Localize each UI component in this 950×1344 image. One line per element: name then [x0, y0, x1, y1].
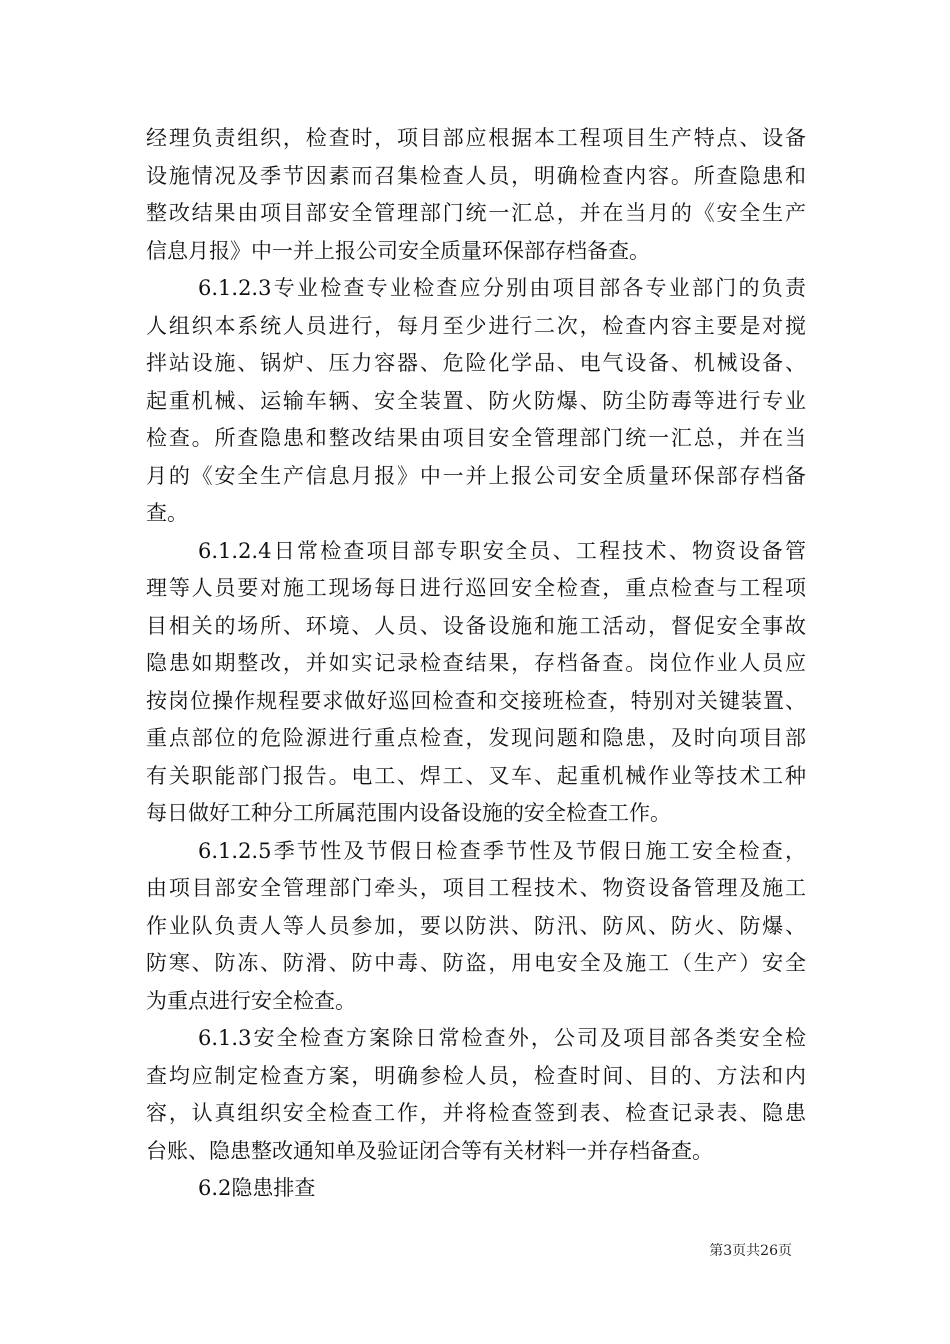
text-line: 有关职能部门报告。电工、焊工、叉车、起重机械作业等技术工种 — [146, 763, 806, 788]
paragraph — [146, 533, 806, 833]
text-line: 设施情况及季节因素而召集检查人员，明确检查内容。所查隐患和 — [146, 163, 806, 188]
text-line: 为重点进行安全检查。 — [146, 988, 356, 1013]
section-heading — [146, 1170, 806, 1208]
paragraph — [146, 120, 806, 270]
document-body — [146, 120, 806, 1208]
text-line: 容，认真组织安全检查工作，并将检查签到表、检查记录表、隐患 — [146, 1101, 806, 1125]
text-line: 每日做好工种分工所属范围内设备设施的安全检查工作。 — [146, 801, 671, 825]
paragraph — [146, 833, 806, 1021]
text-line: 检查。所查隐患和整改结果由项目安全管理部门统一汇总，并在当 — [146, 426, 806, 450]
text-line: 按岗位操作规程要求做好巡回检查和交接班检查，特别对关键装置、 — [146, 688, 806, 713]
text-line: 重点部位的危险源进行重点检查，发现问题和隐患，及时向项目部 — [146, 726, 806, 750]
text-line: 6.1.2.3专业检查专业检查应分别由项目部各专业部门的负责 — [198, 276, 806, 300]
text-line: 查均应制定检查方案，明确参检人员，检查时间、目的、方法和内 — [146, 1063, 806, 1088]
paragraph — [146, 1020, 806, 1170]
text-line: 6.1.3安全检查方案除日常检查外，公司及项目部各类安全检 — [198, 1026, 806, 1050]
text-line: 由项目部安全管理部门牵头，项目工程技术、物资设备管理及施工 — [146, 876, 806, 900]
text-line: 6.1.2.5季节性及节假日检查季节性及节假日施工安全检查， — [198, 838, 806, 863]
text-line: 防寒、防冻、防滑、防中毒、防盗，用电安全及施工（生产）安全 — [146, 951, 806, 975]
text-line: 台账、隐患整改通知单及验证闭合等有关材料一并存档备查。 — [146, 1138, 713, 1163]
text-line: 隐患如期整改，并如实记录检查结果，存档备查。岗位作业人员应 — [146, 651, 806, 675]
text-line: 6.1.2.4日常检查项目部专职安全员、工程技术、物资设备管 — [198, 538, 806, 563]
text-line: 信息月报》中一并上报公司安全质量环保部存档备查。 — [146, 238, 650, 263]
text-line: 起重机械、运输车辆、安全装置、防火防爆、防尘防毒等进行专业 — [146, 388, 806, 413]
text-line: 目相关的场所、环境、人员、设备设施和施工活动，督促安全事故 — [146, 613, 806, 638]
paragraph — [146, 270, 806, 533]
text-line: 作业队负责人等人员参加，要以防洪、防汛、防风、防火、防爆、 — [146, 913, 806, 938]
text-line: 整改结果由项目部安全管理部门统一汇总，并在当月的《安全生产 — [146, 201, 806, 225]
text-line: 经理负责组织，检查时，项目部应根据本工程项目生产特点、设备 — [146, 126, 806, 150]
text-line: 拌站设施、锅炉、压力容器、危险化学品、电气设备、机械设备、 — [146, 351, 806, 375]
text-line: 查。 — [146, 501, 188, 525]
text-line: 人组织本系统人员进行，每月至少进行二次，检查内容主要是对搅 — [146, 313, 806, 338]
text-line: 月的《安全生产信息月报》中一并上报公司安全质量环保部存档备 — [146, 463, 806, 488]
heading-line: 6.2隐患排查 — [198, 1176, 316, 1200]
text-line: 理等人员要对施工现场每日进行巡回安全检查，重点检查与工程项 — [146, 576, 806, 600]
page-number: 第3页共26页 — [709, 1243, 792, 1259]
